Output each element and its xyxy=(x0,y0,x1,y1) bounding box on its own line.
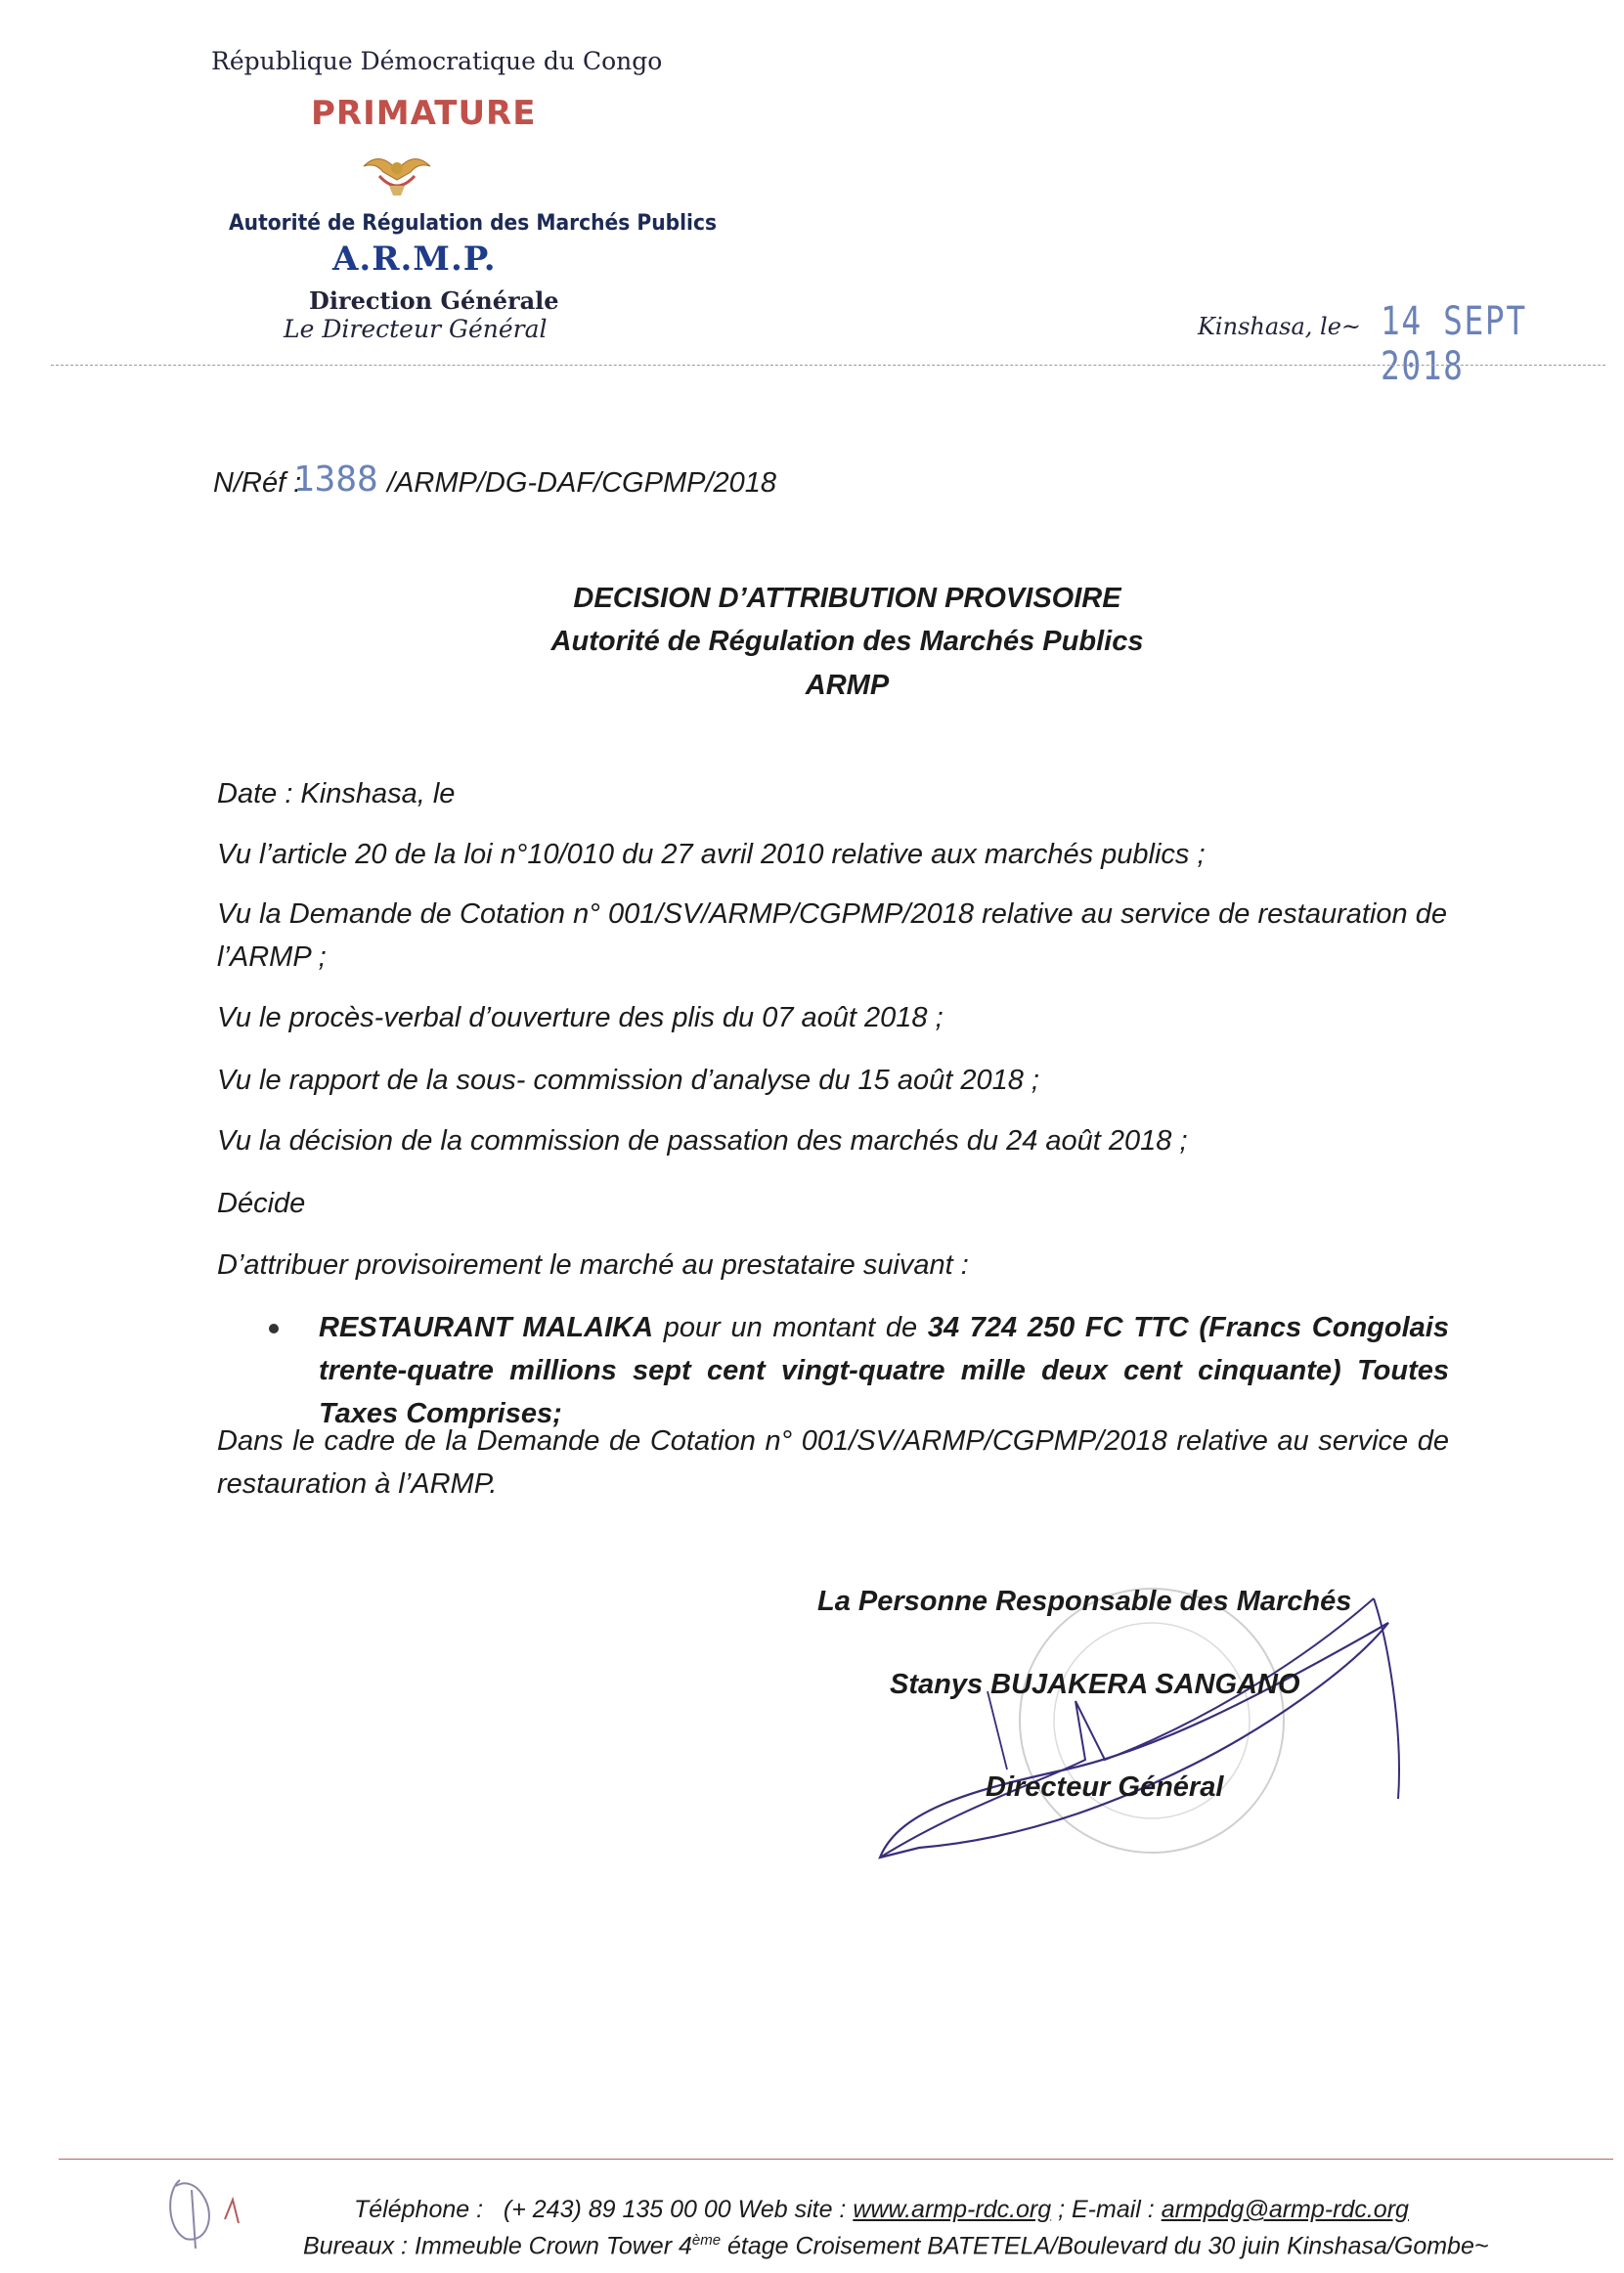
considerant-3: Vu le procès-verbal d’ouverture des plis du 07 août 2018 ; xyxy=(217,1002,944,1033)
award-amount: 34 724 250 FC TTC (Francs Congolais trente-quatre millions sept cent vingt-quatre mille deux cent cinquante) Toutes Taxes Comprises; xyxy=(319,1312,1449,1429)
document-acronym: ARMP xyxy=(805,670,890,701)
decide-heading: Décide xyxy=(217,1188,306,1219)
address-superscript: ème xyxy=(691,2232,722,2249)
signatory-role: Directeur Général xyxy=(986,1771,1224,1803)
reference-number: 1388 xyxy=(293,459,378,500)
reference-code: /ARMP/DG-DAF/CGPMP/2018 xyxy=(387,467,777,499)
email-link[interactable]: armpdg@armp-rdc.org xyxy=(1161,2196,1409,2223)
phone-label: Téléphone : xyxy=(354,2196,484,2223)
reference-label: N/Réf : xyxy=(213,467,302,499)
signature-title: La Personne Responsable des Marchés xyxy=(817,1586,1352,1617)
considerant-2: Vu la Demande de Cotation n° 001/SV/ARMP/CGPMP/2018 relative au service de restauration de l’ARMP ; xyxy=(217,898,1447,973)
address-prefix: Bureaux : Immeuble Crown Tower 4 xyxy=(303,2232,692,2260)
award-middle: pour un montant de xyxy=(653,1312,928,1343)
date-line: Date : Kinshasa, le xyxy=(217,778,456,809)
bullet-icon xyxy=(269,1324,279,1333)
award-intro: D’attribuer provisoirement le marché au prestataire suivant : xyxy=(217,1249,969,1281)
considerant-4: Vu le rapport de la sous- commission d’analyse du 15 août 2018 ; xyxy=(217,1065,1039,1096)
header-primature: PRIMATURE xyxy=(311,94,537,133)
footer-divider xyxy=(59,2159,1613,2160)
date-stamp: 14 SEPT 2018 xyxy=(1381,299,1527,389)
closing-paragraph: Dans le cadre de la Demande de Cotation n° 001/SV/ARMP/CGPMP/2018 relative au service de restauration à l’ARMP. xyxy=(217,1425,1449,1500)
address-suffix: étage Croisement BATETELA/Boulevard du 30 juin Kinshasa/Gombe~ xyxy=(721,2232,1489,2260)
email-label: ; E-mail : xyxy=(1058,2196,1155,2223)
website-link[interactable]: www.armp-rdc.org xyxy=(853,2196,1052,2223)
header-direction: Direction Générale xyxy=(309,286,559,315)
considerant-5: Vu la décision de la commission de passation des marchés du 24 août 2018 ; xyxy=(217,1125,1188,1157)
award-item xyxy=(319,1306,1449,1435)
header-divider xyxy=(51,365,1605,366)
footer-address xyxy=(303,2232,1488,2260)
header-country: République Démocratique du Congo xyxy=(211,47,663,75)
coat-of-arms-icon xyxy=(358,147,436,201)
signatory-name: Stanys BUJAKERA SANGANO xyxy=(890,1669,1300,1700)
considerant-1: Vu l’article 20 de la loi n°10/010 du 27 avril 2010 relative aux marchés publics ; xyxy=(217,839,1206,870)
award-company: RESTAURANT MALAIKA xyxy=(319,1312,654,1343)
document-title: DECISION D’ATTRIBUTION PROVISOIRE xyxy=(573,583,1121,614)
phone-number: (+ 243) 89 135 00 00 xyxy=(503,2196,731,2223)
document-subtitle: Autorité de Régulation des Marchés Publics xyxy=(550,626,1144,657)
handwritten-initials-icon xyxy=(147,2151,274,2258)
header-place: Kinshasa, le~ xyxy=(1198,313,1362,340)
header-authority-name: Autorité de Régulation des Marchés Publics xyxy=(229,211,718,236)
header-director: Le Directeur Général xyxy=(284,315,548,343)
footer-contact xyxy=(354,2196,1409,2224)
header-acronym: A.R.M.P. xyxy=(332,240,497,279)
website-label: Web site : xyxy=(737,2196,847,2223)
